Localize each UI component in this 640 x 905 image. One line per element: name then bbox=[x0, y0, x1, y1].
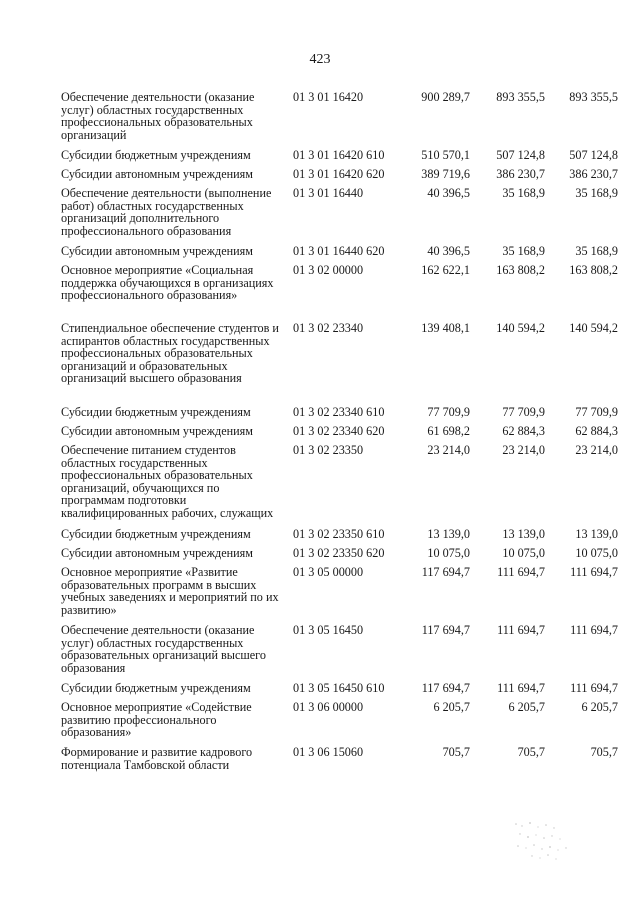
row-value-2: 111 694,7 bbox=[497, 623, 545, 637]
table-row bbox=[0, 245, 640, 258]
row-value-2: 111 694,7 bbox=[497, 681, 545, 695]
row-value-3: 77 709,9 bbox=[575, 405, 618, 419]
row-name: Субсидии автономным учреждениям bbox=[61, 244, 253, 258]
row-code: 01 3 06 15060 bbox=[293, 745, 364, 759]
row-value-1: 162 622,1 bbox=[421, 263, 470, 277]
table-row bbox=[0, 168, 640, 181]
row-value-1: 6 205,7 bbox=[433, 700, 470, 714]
table-row bbox=[0, 91, 640, 143]
row-value-2: 77 709,9 bbox=[502, 405, 545, 419]
row-name: Основное мероприятие «Содействие развитию профессионального образования» bbox=[61, 700, 252, 740]
table-row bbox=[0, 264, 640, 316]
row-value-3: 140 594,2 bbox=[569, 321, 618, 335]
budget-table bbox=[0, 91, 640, 778]
row-value-2: 163 808,2 bbox=[496, 263, 545, 277]
row-value-1: 117 694,7 bbox=[421, 681, 470, 695]
row-code: 01 3 02 23350 620 bbox=[293, 546, 385, 560]
table-row bbox=[0, 746, 640, 772]
row-name: Субсидии бюджетным учреждениям bbox=[61, 681, 251, 695]
row-name: Обеспечение деятельности (оказание услуг) областных государственных образовательных организаций высшего образования bbox=[61, 623, 266, 675]
row-value-3: 62 884,3 bbox=[575, 424, 618, 438]
table-row bbox=[0, 624, 640, 676]
table-row bbox=[0, 528, 640, 541]
row-name: Основное мероприятие «Развитие образовательных программ в высших учебных заведениях и мероприятий по их развитию» bbox=[61, 565, 279, 617]
row-value-2: 35 168,9 bbox=[502, 186, 545, 200]
table-row bbox=[0, 701, 640, 740]
row-value-3: 111 694,7 bbox=[570, 565, 618, 579]
row-code: 01 3 01 16420 620 bbox=[293, 167, 385, 181]
row-value-2: 111 694,7 bbox=[497, 565, 545, 579]
row-code: 01 3 02 23340 610 bbox=[293, 405, 385, 419]
row-code: 01 3 01 16420 bbox=[293, 90, 364, 104]
row-value-3: 23 214,0 bbox=[575, 443, 618, 457]
row-value-2: 6 205,7 bbox=[508, 700, 545, 714]
row-name: Основное мероприятие «Социальная поддержка обучающихся в организациях профессионального образования» bbox=[61, 263, 274, 303]
row-value-1: 705,7 bbox=[442, 745, 470, 759]
row-code: 01 3 02 23350 610 bbox=[293, 527, 385, 541]
row-value-1: 61 698,2 bbox=[427, 424, 470, 438]
row-value-1: 117 694,7 bbox=[421, 565, 470, 579]
row-name: Обеспечение деятельности (выполнение работ) областных государственных организаций дополнительного профессионального образования bbox=[61, 186, 272, 238]
row-value-2: 507 124,8 bbox=[496, 148, 545, 162]
row-value-1: 10 075,0 bbox=[427, 546, 470, 560]
row-value-2: 386 230,7 bbox=[496, 167, 545, 181]
row-code: 01 3 02 00000 bbox=[293, 263, 364, 277]
row-value-1: 139 408,1 bbox=[421, 321, 470, 335]
row-value-3: 111 694,7 bbox=[570, 681, 618, 695]
row-code: 01 3 02 23340 bbox=[293, 321, 364, 335]
row-value-3: 507 124,8 bbox=[569, 148, 618, 162]
row-name: Формирование и развитие кадрового потенциала Тамбовской области bbox=[61, 745, 253, 772]
table-row bbox=[0, 444, 640, 522]
row-value-1: 40 396,5 bbox=[427, 186, 470, 200]
row-code: 01 3 02 23350 bbox=[293, 443, 364, 457]
row-value-2: 893 355,5 bbox=[496, 90, 545, 104]
row-value-1: 13 139,0 bbox=[427, 527, 470, 541]
row-value-3: 893 355,5 bbox=[569, 90, 618, 104]
row-value-2: 705,7 bbox=[517, 745, 545, 759]
row-value-1: 117 694,7 bbox=[421, 623, 470, 637]
row-name: Субсидии бюджетным учреждениям bbox=[61, 405, 251, 419]
row-value-2: 23 214,0 bbox=[502, 443, 545, 457]
row-value-1: 77 709,9 bbox=[427, 405, 470, 419]
row-name: Субсидии бюджетным учреждениям bbox=[61, 527, 251, 541]
table-row bbox=[0, 406, 640, 419]
page-number: 423 bbox=[309, 52, 331, 67]
table-row bbox=[0, 682, 640, 695]
row-value-1: 40 396,5 bbox=[427, 244, 470, 258]
table-row bbox=[0, 425, 640, 438]
row-code: 01 3 06 00000 bbox=[293, 700, 364, 714]
row-code: 01 3 01 16420 610 bbox=[293, 148, 385, 162]
row-code: 01 3 05 16450 610 bbox=[293, 681, 385, 695]
row-value-2: 35 168,9 bbox=[502, 244, 545, 258]
row-value-3: 13 139,0 bbox=[575, 527, 618, 541]
row-name: Субсидии автономным учреждениям bbox=[61, 424, 253, 438]
row-name: Обеспечение деятельности (оказание услуг) областных государственных профессиональных образовательных организаций bbox=[61, 90, 255, 142]
row-value-1: 389 719,6 bbox=[421, 167, 470, 181]
ink-stamp-mark bbox=[508, 818, 578, 864]
row-name: Стипендиальное обеспечение студентов и аспирантов областных государственных профессиональных образовательных организаций и образовательных организаций высшего образования bbox=[61, 321, 279, 386]
row-code: 01 3 01 16440 bbox=[293, 186, 364, 200]
row-value-2: 13 139,0 bbox=[502, 527, 545, 541]
table-row bbox=[0, 322, 640, 400]
row-code: 01 3 05 00000 bbox=[293, 565, 364, 579]
row-value-3: 111 694,7 bbox=[570, 623, 618, 637]
row-value-2: 62 884,3 bbox=[502, 424, 545, 438]
row-value-3: 10 075,0 bbox=[575, 546, 618, 560]
row-value-3: 35 168,9 bbox=[575, 186, 618, 200]
row-name: Субсидии бюджетным учреждениям bbox=[61, 148, 251, 162]
row-code: 01 3 01 16440 620 bbox=[293, 244, 385, 258]
row-value-2: 10 075,0 bbox=[502, 546, 545, 560]
table-row bbox=[0, 566, 640, 618]
row-value-3: 386 230,7 bbox=[569, 167, 618, 181]
row-value-1: 23 214,0 bbox=[427, 443, 470, 457]
row-value-1: 900 289,7 bbox=[421, 90, 470, 104]
row-code: 01 3 05 16450 bbox=[293, 623, 364, 637]
row-name: Субсидии автономным учреждениям bbox=[61, 546, 253, 560]
table-row bbox=[0, 149, 640, 162]
row-value-1: 510 570,1 bbox=[421, 148, 470, 162]
row-value-2: 140 594,2 bbox=[496, 321, 545, 335]
table-row bbox=[0, 547, 640, 560]
row-value-3: 163 808,2 bbox=[569, 263, 618, 277]
row-name: Обеспечение питанием студентов областных государственных профессиональных образовательных организаций, обучающихся по программам подготовки квалифицированных рабочих, служащих bbox=[61, 443, 274, 520]
row-value-3: 35 168,9 bbox=[575, 244, 618, 258]
row-name: Субсидии автономным учреждениям bbox=[61, 167, 253, 181]
table-row bbox=[0, 187, 640, 239]
row-value-3: 705,7 bbox=[590, 745, 618, 759]
row-code: 01 3 02 23340 620 bbox=[293, 424, 385, 438]
row-value-3: 6 205,7 bbox=[581, 700, 618, 714]
